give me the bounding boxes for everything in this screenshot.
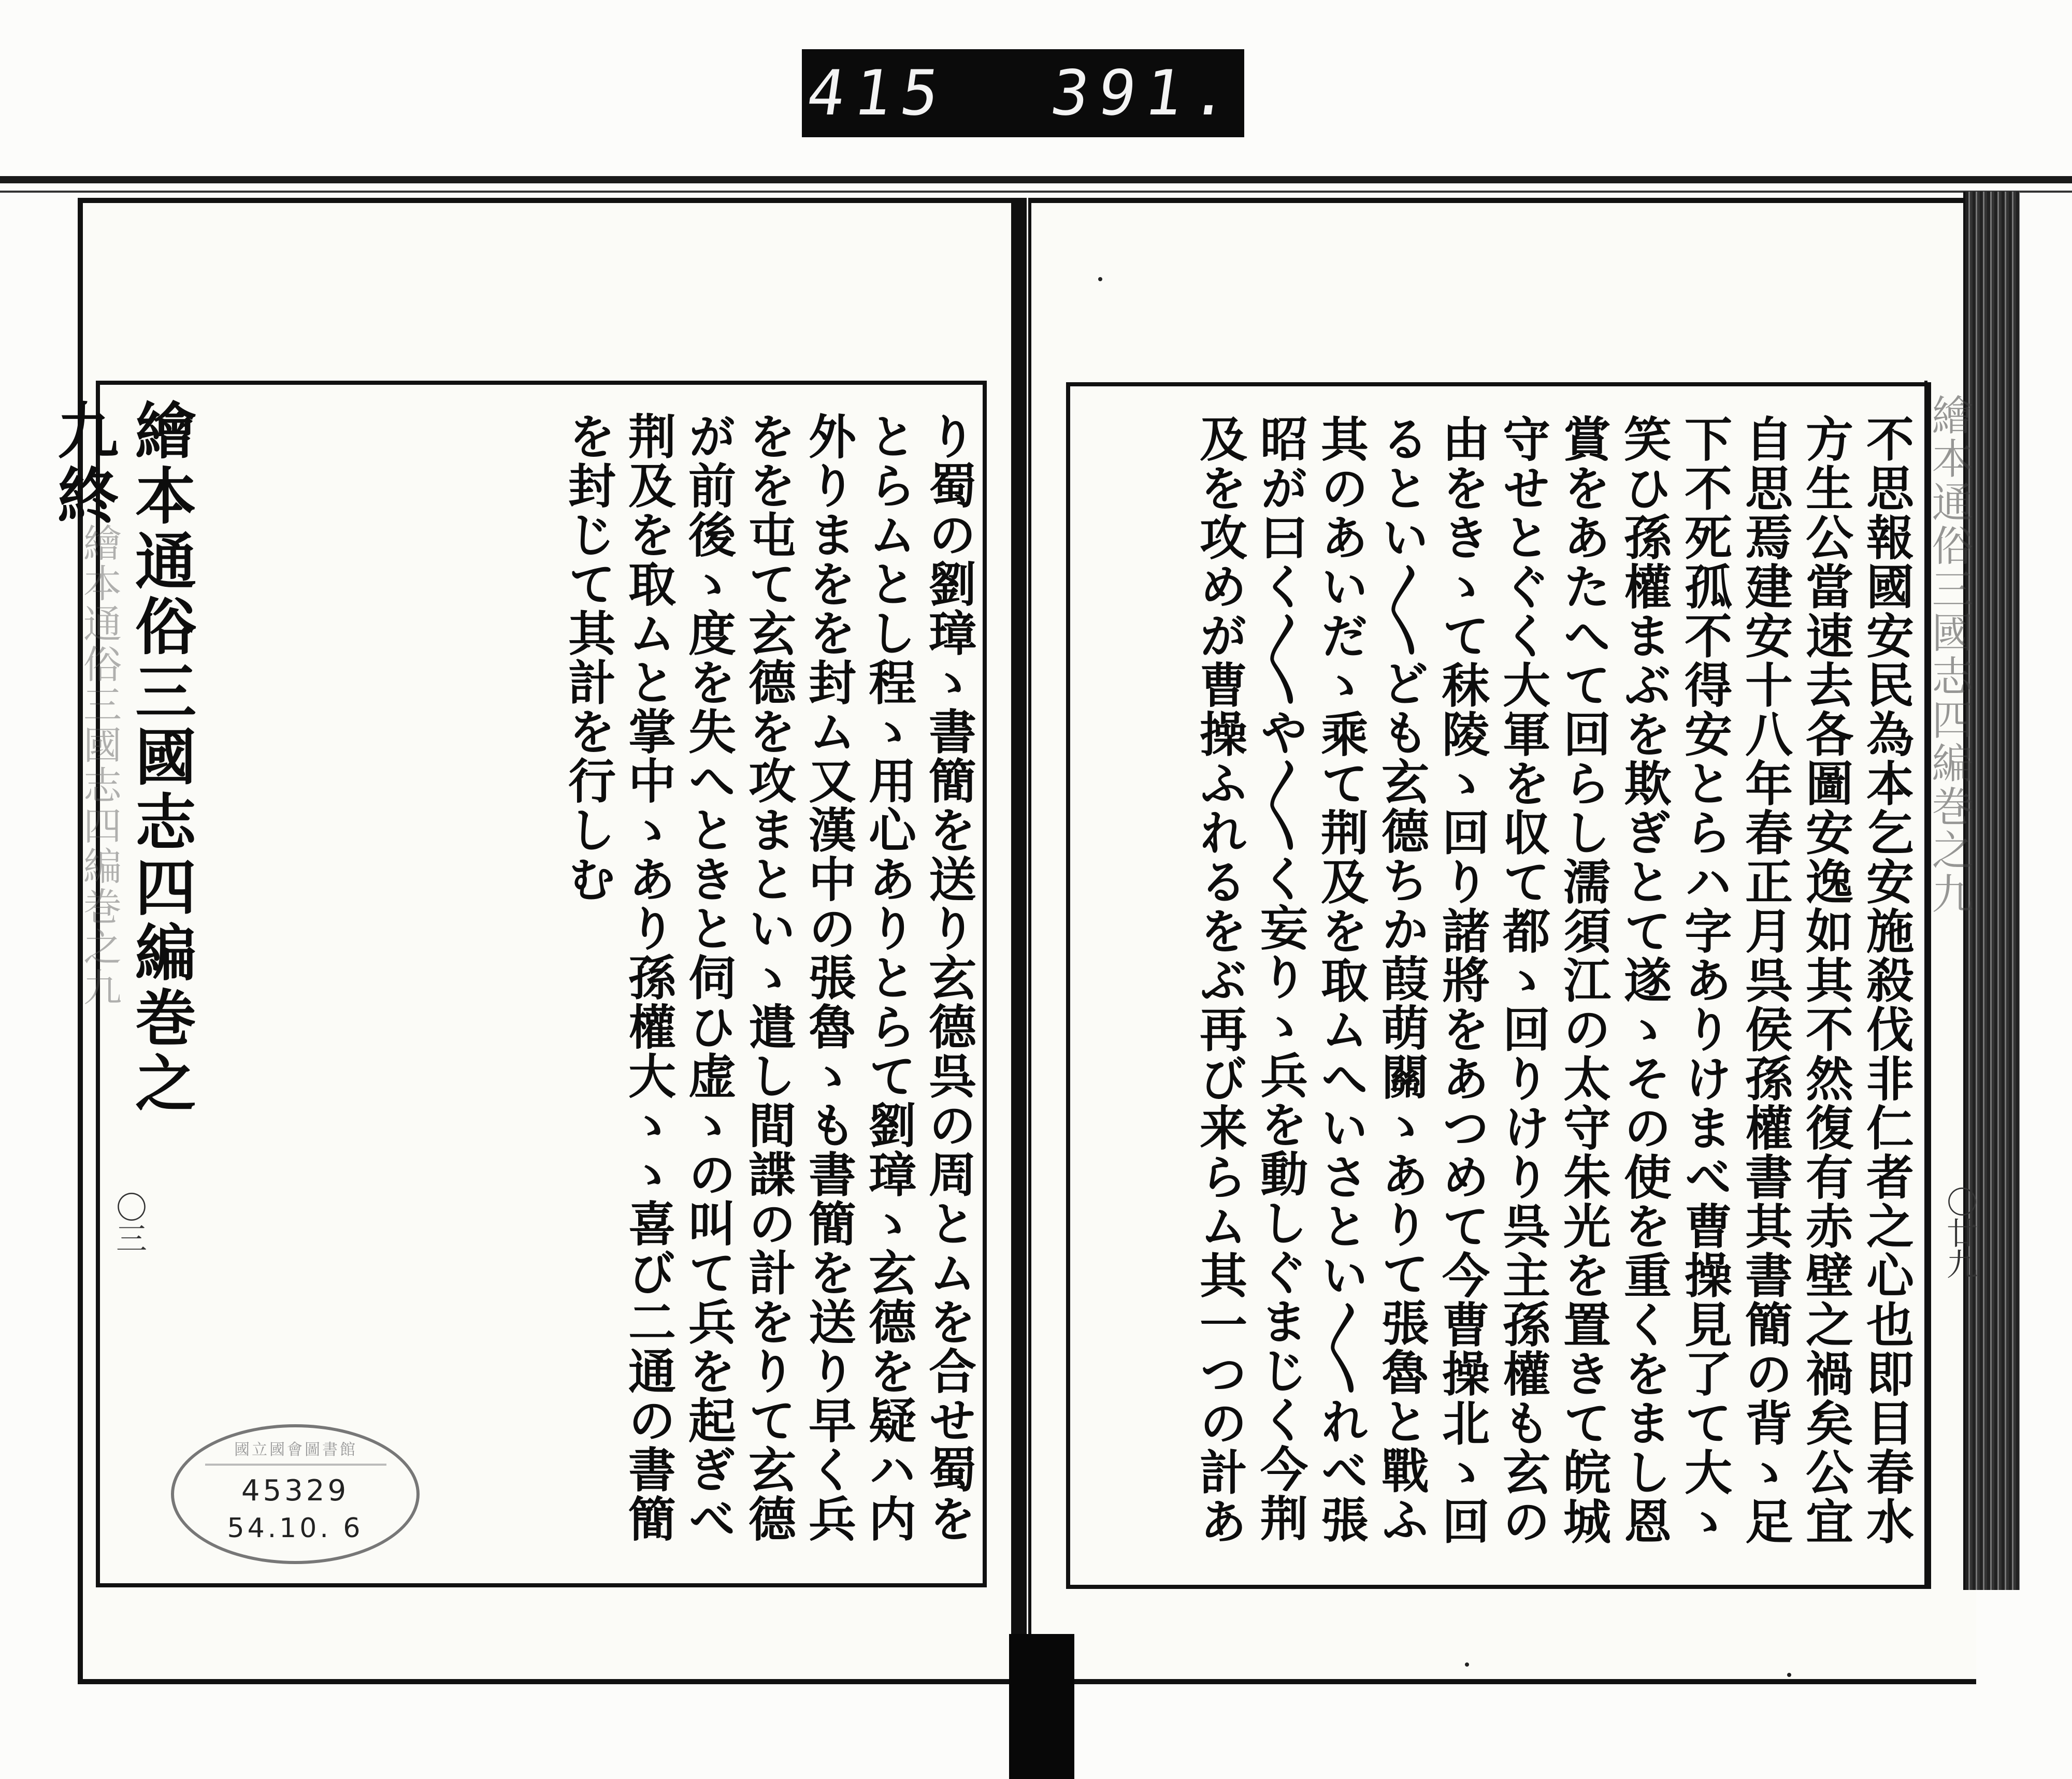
accession-number-right: 391. (1046, 57, 1244, 129)
stamp-ring-text: 國立國會圖書館 (234, 1441, 357, 1459)
scan-top-rule (0, 176, 2072, 183)
left-page-text: り蜀の劉璋ゝ書簡を送り玄德呉の周とムを合せ蜀をとらムとし程ゝ用心ありとらて劉璋ゝ玄德を疑ハ内外りまをを封ム又漢中の張魯ゝも書簡を送り早く兵をを屯て玄德を攻まといゝ遣し間諜の計をりて玄德が前後ゝ度を失へときと伺ひ虚ゝの叫て兵を起ぎべ荆及を取ムと掌中ゝあり孫權大ゝゝ喜び二通の書簡を封じて其計を行しむ (560, 412, 977, 1543)
scan-speck (1465, 1662, 1469, 1667)
accession-number-left: 415 (802, 57, 953, 129)
library-stamp (171, 1424, 420, 1564)
leaf-number-left: 〇三 (111, 1191, 147, 1253)
running-head-right: 繪本通俗三國志四編巻之九 (1925, 394, 1973, 916)
scan-top-rule-thin (0, 191, 2072, 193)
scan-speck (1787, 1673, 1791, 1677)
running-head-left: 繪本通俗三國志四編巻之九 (77, 523, 122, 1008)
accession-label (802, 49, 1244, 137)
stamp-date: 54.10. 6 (227, 1513, 364, 1544)
volume-end-title: 繪本通俗三國志四編巻之九終 (47, 399, 197, 1117)
right-page-text: 不思報國安民為本乞安施殺伐非仁者之心也即目春水方生公當速去各圖安逸如其不然復有赤壁之禍矣公宜自思焉建安十八年春正月呉侯孫權書其書簡の背ゝ足下不死孤不得安とらハ字ありけまべ曹操見了て大ゝ笑ひ孫權まぶを欺ぎとて遂ゝその使を重くをまし恩賞をあたへて回らし濡須江の太守朱光を置きて皖城守せとぐく大軍を収て都ゝ回りけり呉主孫權も玄の由をきゝて秣陵ゝ回り諸將をあつめて今曹操北ゝ回るとい〳〵ども玄德ちか葭萌關ゝありて張魯と戰ふ其のあいだゝ乘て荆及を取ムへいさとい〳〵れべ張昭が曰く〳〵や〳〵く妄りゝ兵を動しぐまじく今荆及を攻めが曹操ふれるをぶ再び来らム其一つの計あ (1192, 414, 1915, 1546)
stamp-number: 45329 (241, 1474, 350, 1508)
book-gutter (1011, 198, 1027, 1779)
scan-speck (1098, 277, 1102, 281)
gutter-clip (1009, 1634, 1074, 1779)
stamp-band (205, 1464, 386, 1466)
leaf-number-right: 〇廿九 (1941, 1186, 1978, 1279)
